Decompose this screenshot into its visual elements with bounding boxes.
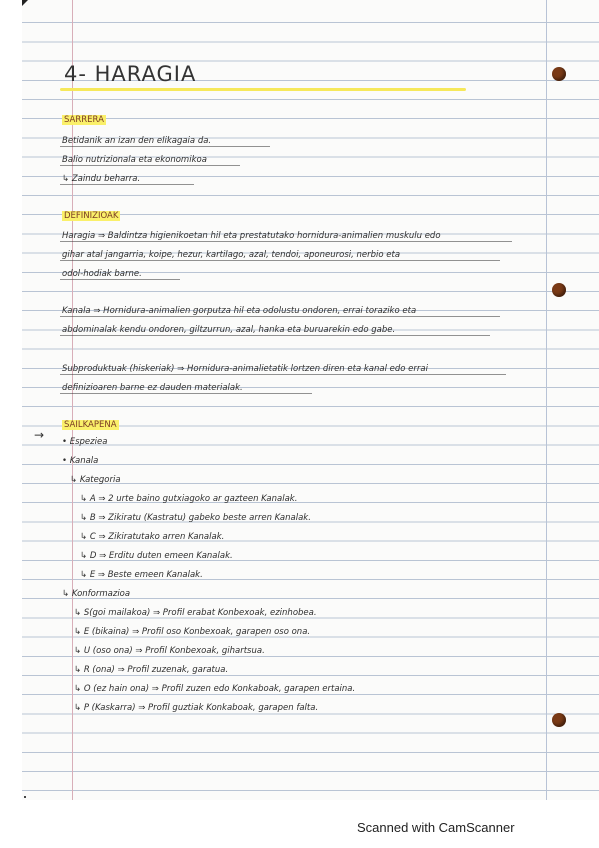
classification-item: • Espeziea <box>62 437 108 447</box>
definition-line-haragia: odol-hodiak barne. <box>62 269 142 279</box>
title-underline <box>60 88 466 91</box>
definition-line-kanala: abdominalak kendu ondoren, giltzurrun, azal, hanka eta buruarekin edo gabe. <box>62 325 396 335</box>
conformation-line: ↳ U (oso ona) ⇒ Profil Konbexoak, gihartsua. <box>74 646 265 656</box>
definition-line-subproduktuak: definizioaren barne ez dauden materialak. <box>62 383 243 393</box>
section-heading-definizioak: DEFINIZIOAK <box>64 211 119 221</box>
notebook-page <box>22 0 599 800</box>
pen-underline <box>60 335 490 336</box>
page-corner <box>22 0 28 6</box>
conformation-line: ↳ O (ez hain ona) ⇒ Profil zuzen edo Konkaboak, garapen ertaina. <box>74 684 356 694</box>
sarrera-line: Betidanik an izan den elikagaia da. <box>62 136 212 146</box>
category-line: ↳ A ⇒ 2 urte baino gutxiagoko ar gazteen Kanalak. <box>80 494 298 504</box>
pen-underline <box>60 184 194 185</box>
sarrera-line: ↳ Zaindu beharra. <box>62 174 141 184</box>
classification-subheading: ↳ Kategoria <box>70 475 121 485</box>
pen-underline <box>60 374 506 375</box>
binder-hole <box>552 67 566 81</box>
conformation-line: ↳ P (Kaskarra) ⇒ Profil guztiak Konkaboak, garapen falta. <box>74 703 319 713</box>
section-heading-sarrera: SARRERA <box>64 115 104 125</box>
definition-line-subproduktuak: Subproduktuak (hiskeriak) ⇒ Hornidura-animalietatik lortzen diren eta kanal edo errai <box>62 364 428 374</box>
category-line: ↳ C ⇒ Zikiratutako arren Kanalak. <box>80 532 225 542</box>
definition-line-kanala: Kanala ⇒ Hornidura-animalien gorputza hil eta odolustu ondoren, errai toraziko eta <box>62 306 417 316</box>
section-heading-sailkapena: SAILKAPENA <box>64 420 117 430</box>
pen-underline <box>60 146 270 147</box>
pen-underline <box>60 393 312 394</box>
sarrera-line: Balio nutrizionala eta ekonomikoa <box>62 155 207 165</box>
pen-underline <box>60 316 500 317</box>
right-margin-line <box>546 0 547 800</box>
arrow-icon: → <box>34 428 45 442</box>
classification-item: • Kanala <box>62 456 99 466</box>
scanner-watermark: Scanned with CamScanner <box>357 820 515 835</box>
category-line: ↳ B ⇒ Zikiratu (Kastratu) gabeko beste arren Kanalak. <box>80 513 311 523</box>
conformation-line: ↳ E (bikaina) ⇒ Profil oso Konbexoak, garapen oso ona. <box>74 627 311 637</box>
page-dot <box>24 796 26 798</box>
pen-underline <box>60 241 512 242</box>
definition-line-haragia: Haragia ⇒ Baldintza higienikoetan hil eta prestatutako hornidura-animalien muskulu edo <box>62 231 441 241</box>
conformation-line: ↳ R (ona) ⇒ Profil zuzenak, garatua. <box>74 665 229 675</box>
classification-subheading: ↳ Konformazioa <box>62 589 131 599</box>
pen-underline <box>60 165 240 166</box>
binder-hole <box>552 283 566 297</box>
definition-line-haragia: gihar atal jangarria, koipe, hezur, kartilago, azal, tendoi, aponeurosi, nerbio eta <box>62 250 401 260</box>
page-title: 4- HARAGIA <box>64 62 197 86</box>
binder-hole <box>552 713 566 727</box>
category-line: ↳ E ⇒ Beste emeen Kanalak. <box>80 570 203 580</box>
conformation-line: ↳ S(goi mailakoa) ⇒ Profil erabat Konbexoak, ezinhobea. <box>74 608 317 618</box>
category-line: ↳ D ⇒ Erditu duten emeen Kanalak. <box>80 551 233 561</box>
pen-underline <box>60 260 500 261</box>
pen-underline <box>60 279 180 280</box>
